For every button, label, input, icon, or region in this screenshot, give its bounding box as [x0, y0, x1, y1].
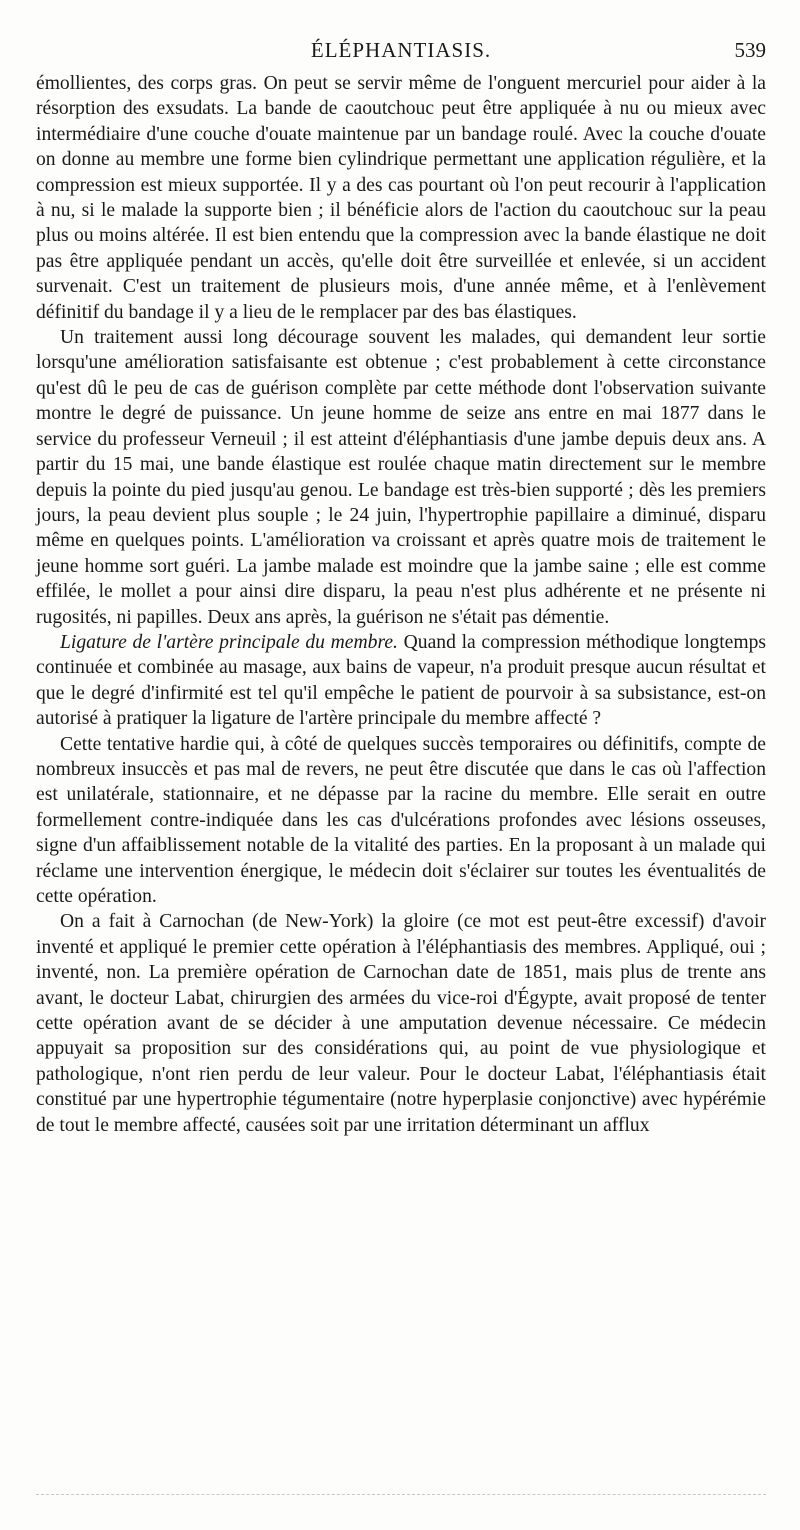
paragraph-long-treatment: Un traitement aussi long décourage souvent les malades, qui demandent leur sortie lorsqu'une amélioration satisfaisante est obtenue ; c'est probablement à cette circonstance qu'est dû le peu de cas de guérison complète par cette méthode dont l'observation suivante montre le degré de puissance. Un jeune homme de seize ans entre en mai 1877 dans le service du professeur Verneuil ; il est atteint d'éléphantiasis d'une jambe depuis deux ans. A partir du 15 mai, une bande élastique est roulée chaque matin directement sur le membre depuis la pointe du pied jusqu'au genou. Le bandage est très-bien supporté ; dès les premiers jours, la peau devient plus souple ; le 24 juin, l'hypertrophie papillaire a diminué, disparu même en quelques points. L'amélioration va croissant et après quatre mois de traitement le jeune homme sort guéri. La jambe malade est moindre que la jambe saine ; elle est comme effilée, le mollet a pour ainsi dire disparu, la peau n'est plus adhérente et ne présente ni rugosités, ni papilles. Deux ans après, la guérison ne s'était pas démentie. [36, 327, 766, 628]
section-heading-ligature: Ligature de l'artère principale du membre. [60, 631, 398, 653]
paragraph-compression-continued: émollientes, des corps gras. On peut se servir même de l'onguent mercuriel pour aider à la résorption des exsudats. La bande de caoutchouc peut être appliquée à nu ou mieux avec intermédiaire d'une couche d'ouate maintenue par un bandage roulé. Avec la couche d'ouate on donne au membre une forme bien cylindrique permettant une application régulière, et la compression est mieux supportée. Il y a des cas pourtant où l'on peut recourir à l'application à nu, si le malade la supporte bien ; il bénéficie alors de l'action du caoutchouc sur la peau plus ou moins altérée. Il est bien entendu que la compression avec la bande élastique ne doit pas être appliquée pendant un accès, qu'elle doit être surveillée et enlevée, si un accident survenait. C'est un traitement de plusieurs mois, d'une année même, et à l'enlèvement définitif du bandage il y a lieu de le remplacer par des bas élastiques. [36, 73, 766, 323]
paragraph-carnochan: On a fait à Carnochan (de New-York) la gloire (ce mot est peut-être excessif) d'avoir inventé et appliqué le premier cette opération à l'éléphantiasis des membres. Appliqué, oui ; inventé, non. La première opération de Carnochan date de 1851, mais plus de trente ans avant, le docteur Labat, chirurgien des armées du vice-roi d'Égypte, avait proposé de tenter cette opération avant de se décider à une amputation devenue nécessaire. Ce médecin appuyait sa proposition sur des considérations qui, au point de vue physiologique et pathologique, n'ont rien perdu de leur valeur. Pour le docteur Labat, l'éléphantiasis était constitué par une hypertrophie tégumentaire (notre hyperplasie conjonctive) avec hypérémie de tout le membre affecté, causées soit par une irritation déterminant un afflux [36, 911, 766, 1136]
bottom-dotted-rule [36, 1494, 766, 1495]
running-title: ÉLÉPHANTIASIS. [310, 38, 492, 62]
body-text [36, 71, 766, 1138]
paragraph-ligature-text: Quand la compression méthodique longtemps continuée et combinée au masage, aux bains de vapeur, n'a produit presque aucun résultat et que le degré d'infirmité est tel qu'il empêche le patient de pourvoir à sa subsistance, est-on autorisé à pratiquer la ligature de l'artère principale du membre affecté ? [36, 631, 766, 730]
running-header [36, 38, 766, 66]
page-number: 539 [734, 38, 766, 62]
paragraph-bold-attempt: Cette tentative hardie qui, à côté de quelques succès temporaires ou définitifs, compte de nombreux insuccès et pas mal de revers, ne peut être discutée que dans le cas où l'affection est unilatérale, stationnaire, et ne dépasse par la racine du membre. Elle serait en outre formellement contre-indiquée dans les cas d'ulcérations profondes avec lésions osseuses, signe d'un affaiblissement notable de la vitalité des parties. En la proposant à un malade qui réclame une intervention énergique, le médecin doit s'éclairer sur toutes les éventualités de cette opération. [36, 733, 766, 907]
paragraph-ligature [36, 630, 766, 732]
